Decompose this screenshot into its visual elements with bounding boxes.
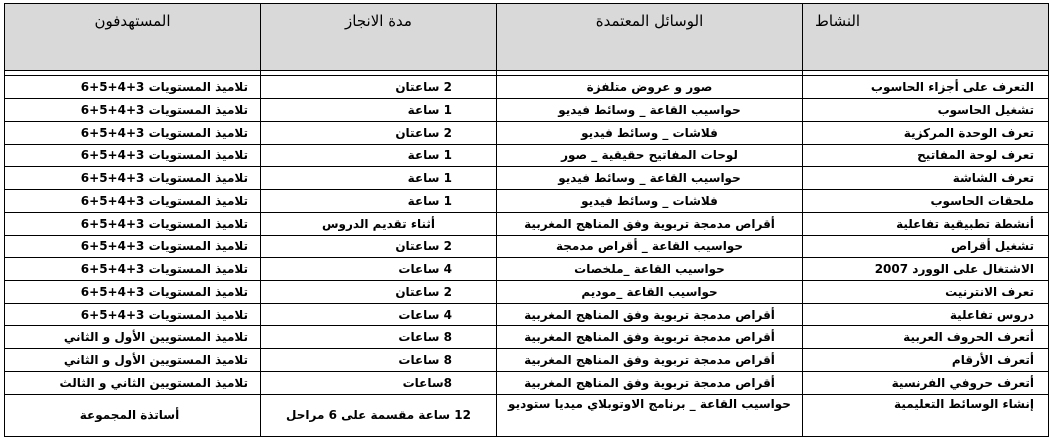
cell-duration: 1 ساعة [261,99,497,122]
cell-target: تلاميذ المستويات 3+4+5+6 [5,212,261,235]
cell-target: تلاميذ المستويات 3+4+5+6 [5,144,261,167]
cell-target: تلاميذ المستويات 3+4+5+6 [5,235,261,258]
cell-activity: التعرف على أجزاء الحاسوب [803,76,1049,99]
cell-means: أقراص مدمجة تربوية وفق المناهج المغربية [497,349,803,372]
cell-target: تلاميذ المستويات 3+4+5+6 [5,258,261,281]
cell-means: حواسيب القاعة _ وسائط فيديو [497,167,803,190]
cell-duration: 1 ساعة [261,144,497,167]
cell-target: تلاميذ المستويات 3+4+5+6 [5,190,261,213]
cell-activity: تعرف الوحدة المركزية [803,121,1049,144]
cell-activity: أتعرف حروفي الفرنسية [803,371,1049,394]
cell-duration: 4 ساعات [261,303,497,326]
cell-activity: إنشاء الوسائط التعليمية [803,394,1049,436]
cell-activity: أتعرف الأرقام [803,349,1049,372]
cell-duration: 4 ساعات [261,258,497,281]
cell-means: فلاشات _ وسائط فيديو [497,121,803,144]
cell-duration: 2 ساعتان [261,235,497,258]
header-target: المستهدفون [5,4,261,71]
table-row [5,258,1049,281]
cell-duration: 8 ساعات [261,326,497,349]
cell-target: تلاميذ المستويات 3+4+5+6 [5,121,261,144]
cell-target: تلاميذ المستويات 3+4+5+6 [5,76,261,99]
table-row [5,281,1049,304]
cell-target: تلاميذ المستويين الأول و الثاني [5,326,261,349]
cell-target: تلاميذ المستويين الأول و الثاني [5,349,261,372]
cell-activity: تعرف لوحة المفاتيح [803,144,1049,167]
cell-target: تلاميذ المستويات 3+4+5+6 [5,303,261,326]
cell-activity: دروس تفاعلية [803,303,1049,326]
cell-duration: 8ساعات [261,371,497,394]
cell-activity: تشغيل الحاسوب [803,99,1049,122]
table-row [5,394,1049,436]
cell-means: أقراص مدمجة تربوية وفق المناهج المغربية [497,371,803,394]
cell-means: فلاشات _ وسائط فيديو [497,190,803,213]
cell-means: لوحات المفاتيح حقيقية _ صور [497,144,803,167]
header-means: الوسائل المعتمدة [497,4,803,71]
cell-means: أقراص مدمجة تربوية وفق المناهج المغربية [497,303,803,326]
cell-duration: 8 ساعات [261,349,497,372]
cell-activity: أنشطة تطبيقية تفاعلية [803,212,1049,235]
table-row [5,76,1049,99]
cell-target: تلاميذ المستويين الثاني و الثالث [5,371,261,394]
cell-activity: تعرف الانترنيت [803,281,1049,304]
table-header-row [5,4,1049,71]
cell-duration: 2 ساعتان [261,76,497,99]
cell-duration: أثناء تقديم الدروس [261,212,497,235]
cell-means: حواسيب القاعة _موديم [497,281,803,304]
cell-means: صور و عروض متلفزة [497,76,803,99]
table-row [5,167,1049,190]
table-row [5,303,1049,326]
cell-activity: الاشتغال على الوورد 2007 [803,258,1049,281]
cell-target: تلاميذ المستويات 3+4+5+6 [5,281,261,304]
cell-activity: تشغيل أقراص [803,235,1049,258]
cell-target: تلاميذ المستويات 3+4+5+6 [5,99,261,122]
table-row [5,349,1049,372]
table-row [5,235,1049,258]
cell-activity: ملحقات الحاسوب [803,190,1049,213]
cell-means: حواسيب القاعة _ برنامج الاوتوبلاي ميديا ستوديو [497,394,803,436]
table-row [5,121,1049,144]
cell-activity: أتعرف الحروف العربية [803,326,1049,349]
cell-means: حواسيب القاعة _ملخصات [497,258,803,281]
cell-means: أقراص مدمجة تربوية وفق المناهج المغربية [497,212,803,235]
cell-means: حواسيب القاعة _ وسائط فيديو [497,99,803,122]
table-row [5,371,1049,394]
table-row [5,212,1049,235]
cell-duration: 1 ساعة [261,167,497,190]
cell-duration: 12 ساعة مقسمة على 6 مراحل [261,394,497,436]
cell-activity: تعرف الشاشة [803,167,1049,190]
cell-means: أقراص مدمجة تربوية وفق المناهج المغربية [497,326,803,349]
cell-duration: 1 ساعة [261,190,497,213]
activities-table [4,3,1049,437]
cell-means: حواسيب القاعة _ أقراص مدمجة [497,235,803,258]
header-activity: النشاط [803,4,1049,71]
cell-target: أساتذة المجموعة [5,394,261,436]
table-row [5,99,1049,122]
cell-duration: 2 ساعتان [261,121,497,144]
header-duration: مدة الانجاز [261,4,497,71]
cell-duration: 2 ساعتان [261,281,497,304]
cell-target: تلاميذ المستويات 3+4+5+6 [5,167,261,190]
table-row [5,144,1049,167]
table-row [5,190,1049,213]
table-row [5,326,1049,349]
